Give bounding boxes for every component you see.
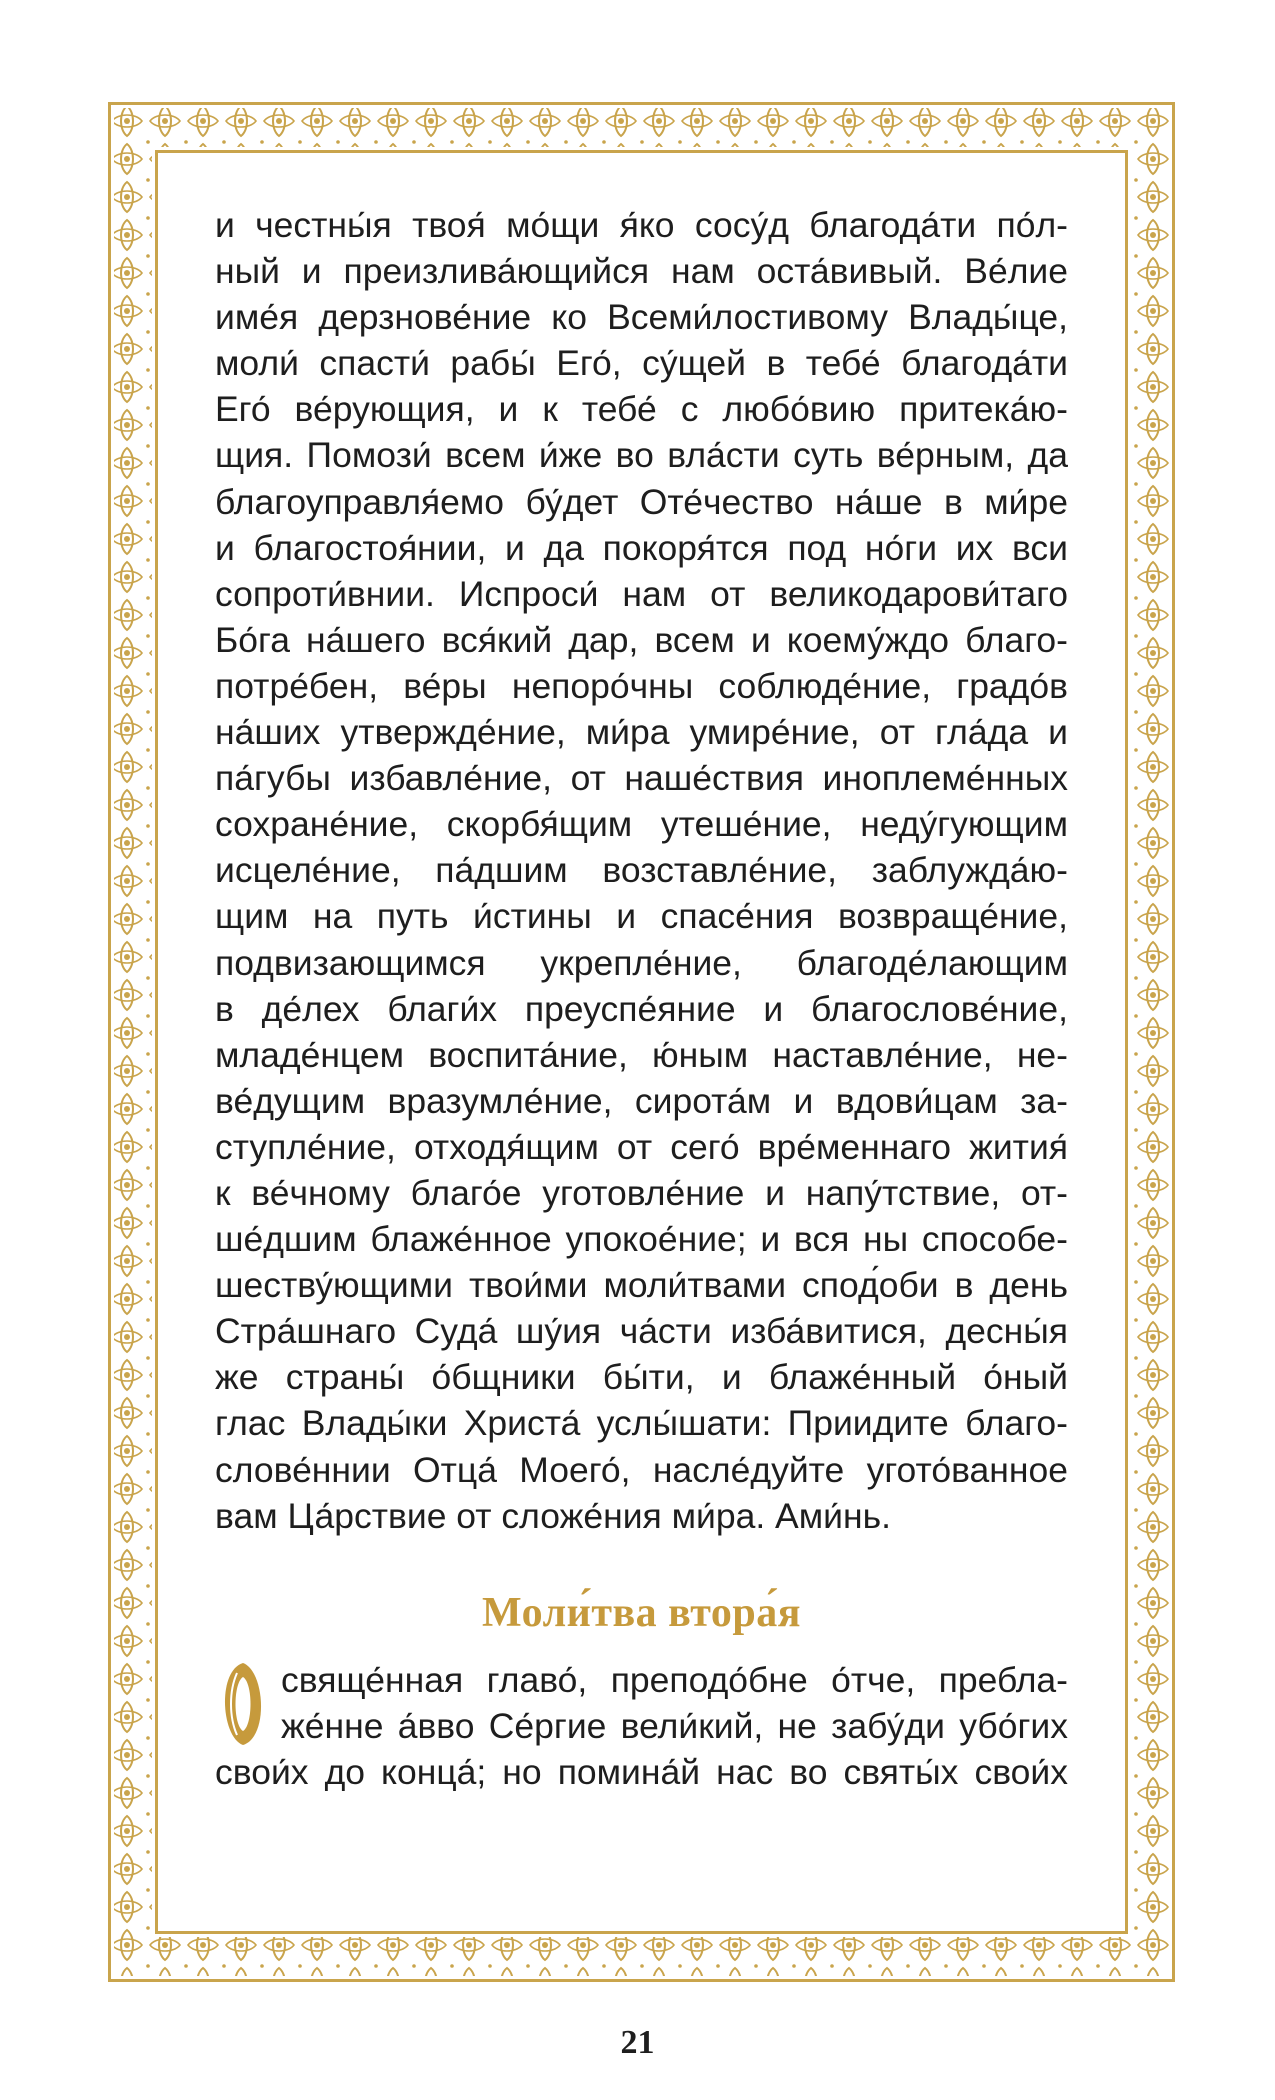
text-line: слове́ннии Отца́ Моего́, насле́дуйте угото́ванное — [215, 1449, 1068, 1490]
prayer-paragraph-2 — [215, 1657, 1068, 1795]
page-number: 21 — [620, 2024, 655, 2061]
text-line: подвизающимся укрепле́ние, благоде́лающим — [215, 942, 1068, 983]
text-line: моли́ спасти́ рабы́ Его́, су́щей в тебе́ благода́ти — [215, 343, 1068, 384]
text-line: же́нне а́вво Се́ргие вели́кий, не забу́ди убо́гих — [281, 1705, 1068, 1746]
prayer-paragraph-1 — [215, 202, 1068, 1539]
text-line: Стра́шнаго Суда́ шу́ия ча́сти изба́витися, десны́я — [215, 1311, 1068, 1352]
text-line: свяще́нная главо́, преподо́бне о́тче, пребла- — [281, 1659, 1068, 1700]
text-line: ше́дшим блаже́нное упокое́ние; и вся ны способе- — [215, 1219, 1068, 1260]
text-line: Его́ ве́рующия, и к тебе́ с любо́вию притека́ю- — [215, 389, 1068, 430]
text-line: и благостоя́нии, и да покоря́тся под но́ги их вси — [215, 527, 1068, 568]
text-line: же страны́ о́бщники бы́ти, и блаже́нный о́ный — [215, 1357, 1068, 1398]
text-line: исцеле́ние, па́дшим возставле́ние, заблужда́ю- — [215, 850, 1068, 891]
text-line: ве́дущим вразумле́ние, сирота́м и вдови́цам за- — [215, 1080, 1068, 1121]
text-line: шеству́ющими твои́ми моли́твами спод́оби в день — [215, 1265, 1068, 1306]
text-line: ступле́ние, отходя́щим от сего́ вре́меннаго жития́ — [215, 1126, 1068, 1167]
text-line: младе́нцем воспита́ние, ю́ным наставле́ние, не- — [215, 1034, 1068, 1075]
text-line: глас Влады́ки Христа́ услы́шати: Приидите благо- — [215, 1403, 1068, 1444]
text-line: име́я дерзнове́ние ко Всеми́лостивому Влады́це, — [215, 297, 1068, 338]
text-line: потре́бен, ве́ры непоро́чны соблюде́ние, градо́в — [215, 665, 1068, 706]
text-line-last: вам Ца́рствие от сложе́ния ми́ра. Ами́нь. — [215, 1495, 891, 1536]
section-heading: Моли́тва втора́я — [482, 1589, 801, 1636]
text-line: па́губы избавле́ние, от наше́ствия иноплеме́нных — [215, 758, 1068, 799]
text-line: щия. Помози́ всем и́же во вла́сти суть ве́рным, да — [215, 435, 1068, 476]
text-line: щим на путь и́стины и спасе́ния возвраще́ние, — [215, 896, 1068, 937]
text-line: ный и преизлива́ющийся нам оста́вивый. Ве́лие — [215, 251, 1068, 292]
text-line: в де́лех благи́х преуспе́яние и благослове́ние, — [215, 988, 1068, 1029]
text-line: сохране́ние, скорбя́щим утеше́ние, неду́гующим — [215, 804, 1068, 845]
text-line: свои́х до конца́; но помина́й нас во святы́х свои́х — [215, 1751, 1068, 1792]
text-line: сопроти́внии. Испроси́ нам от великодарови́таго — [215, 573, 1068, 614]
text-line: Бо́га на́шего вся́кий дар, всем и коему́ждо благо- — [215, 619, 1068, 660]
drop-cap-o-icon — [215, 1661, 271, 1747]
text-line: благоуправля́емо бу́дет Оте́чество на́ше в ми́ре — [215, 481, 1068, 522]
text-line: на́ших утвержде́ние, ми́ра умире́ние, от гла́да и — [215, 712, 1068, 753]
text-line: и честны́я твоя́ мо́щи я́ко сосу́д благода́ти по́л- — [215, 205, 1068, 245]
page-content — [215, 202, 1068, 1795]
text-line: к ве́чному благо́е уготовле́ние и напу́тствие, от- — [215, 1172, 1068, 1213]
